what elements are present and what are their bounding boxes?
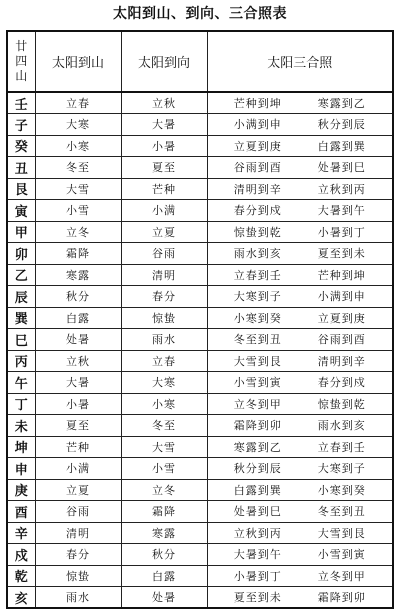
three-harmony-first: 大暑到午	[233, 548, 282, 562]
table-row	[7, 393, 393, 415]
to-facing-cell: 小暑	[121, 135, 207, 157]
three-harmony-cell	[207, 307, 393, 329]
to-facing-cell: 秋分	[121, 544, 207, 566]
to-mountain-cell: 惊蛰	[35, 565, 121, 587]
to-mountain-cell: 冬至	[35, 157, 121, 179]
table-header	[7, 31, 393, 92]
to-mountain-cell: 立夏	[35, 479, 121, 501]
three-harmony-first: 立春到壬	[233, 268, 282, 282]
to-mountain-cell: 立秋	[35, 350, 121, 372]
to-mountain-cell: 谷雨	[35, 501, 121, 523]
three-harmony-second: 雨水到亥	[317, 419, 366, 433]
three-harmony-first: 大雪到艮	[233, 354, 282, 368]
to-facing-cell: 白露	[121, 565, 207, 587]
three-harmony-cell	[207, 501, 393, 523]
three-harmony-first: 秋分到辰	[233, 462, 282, 476]
mountain-cell: 子	[7, 114, 35, 136]
mountain-cell: 乾	[7, 565, 35, 587]
to-mountain-cell: 大寒	[35, 114, 121, 136]
to-mountain-cell: 大暑	[35, 372, 121, 394]
three-harmony-cell	[207, 565, 393, 587]
to-facing-cell: 寒露	[121, 522, 207, 544]
three-harmony-cell	[207, 522, 393, 544]
table-row	[7, 436, 393, 458]
mountain-cell: 亥	[7, 587, 35, 609]
three-harmony-cell	[207, 479, 393, 501]
to-facing-cell: 谷雨	[121, 243, 207, 265]
to-mountain-cell: 芒种	[35, 436, 121, 458]
three-harmony-cell	[207, 114, 393, 136]
to-facing-cell: 夏至	[121, 157, 207, 179]
three-harmony-second: 夏至到未	[317, 247, 366, 261]
to-facing-cell: 小雪	[121, 458, 207, 480]
table-row	[7, 114, 393, 136]
to-facing-cell: 惊蛰	[121, 307, 207, 329]
three-harmony-cell	[207, 286, 393, 308]
header-to-facing: 太阳到向	[121, 31, 207, 92]
mountain-cell: 午	[7, 372, 35, 394]
three-harmony-cell	[207, 544, 393, 566]
to-mountain-cell: 立春	[35, 92, 121, 114]
header-row	[7, 31, 393, 92]
table-row	[7, 501, 393, 523]
to-mountain-cell: 清明	[35, 522, 121, 544]
to-facing-cell: 雨水	[121, 329, 207, 351]
to-facing-cell: 小寒	[121, 393, 207, 415]
table-row	[7, 200, 393, 222]
table-row	[7, 92, 393, 114]
table-row	[7, 157, 393, 179]
to-mountain-cell: 小暑	[35, 393, 121, 415]
three-harmony-cell	[207, 243, 393, 265]
three-harmony-second: 处暑到巳	[317, 161, 366, 175]
table-container	[6, 30, 392, 607]
to-facing-cell: 立夏	[121, 221, 207, 243]
to-mountain-cell: 小满	[35, 458, 121, 480]
to-mountain-cell: 小雪	[35, 200, 121, 222]
three-harmony-first: 霜降到卯	[233, 419, 282, 433]
three-harmony-cell	[207, 92, 393, 114]
to-facing-cell: 立春	[121, 350, 207, 372]
mountain-cell: 癸	[7, 135, 35, 157]
three-harmony-cell	[207, 135, 393, 157]
three-harmony-first: 小寒到癸	[233, 311, 282, 325]
mountain-cell: 庚	[7, 479, 35, 501]
mountain-cell: 巽	[7, 307, 35, 329]
three-harmony-second: 小雪到寅	[317, 548, 366, 562]
to-facing-cell: 清明	[121, 264, 207, 286]
header-to-mountain: 太阳到山	[35, 31, 121, 92]
table-row	[7, 264, 393, 286]
mountain-cell: 巳	[7, 329, 35, 351]
to-mountain-cell: 处暑	[35, 329, 121, 351]
three-harmony-first: 大寒到子	[233, 290, 282, 304]
three-harmony-first: 春分到戍	[233, 204, 282, 218]
table-body	[7, 92, 393, 608]
to-facing-cell: 小满	[121, 200, 207, 222]
three-harmony-first: 冬至到丑	[233, 333, 282, 347]
three-harmony-cell	[207, 329, 393, 351]
to-facing-cell: 立秋	[121, 92, 207, 114]
mountain-cell: 丑	[7, 157, 35, 179]
to-facing-cell: 立冬	[121, 479, 207, 501]
three-harmony-cell	[207, 178, 393, 200]
table-row	[7, 307, 393, 329]
three-harmony-second: 秋分到辰	[317, 118, 366, 132]
three-harmony-first: 夏至到未	[233, 591, 282, 604]
three-harmony-second: 立冬到甲	[317, 569, 366, 583]
to-mountain-cell: 霜降	[35, 243, 121, 265]
three-harmony-cell	[207, 393, 393, 415]
mountain-cell: 丙	[7, 350, 35, 372]
to-facing-cell: 春分	[121, 286, 207, 308]
table-row	[7, 458, 393, 480]
page-title: 太阳到山、到向、三合照表	[113, 6, 287, 22]
three-harmony-second: 小暑到丁	[317, 225, 366, 239]
three-harmony-first: 小雪到寅	[233, 376, 282, 390]
three-harmony-second: 小寒到癸	[317, 483, 366, 497]
three-harmony-first: 寒露到乙	[233, 440, 282, 454]
mountain-cell: 壬	[7, 92, 35, 114]
mountain-cell: 甲	[7, 221, 35, 243]
three-harmony-first: 清明到辛	[233, 182, 282, 196]
three-harmony-second: 立夏到庚	[317, 311, 366, 325]
three-harmony-cell	[207, 221, 393, 243]
three-harmony-cell	[207, 587, 393, 609]
three-harmony-second: 白露到巽	[317, 139, 366, 153]
three-harmony-cell	[207, 264, 393, 286]
three-harmony-second: 清明到辛	[317, 354, 366, 368]
to-mountain-cell: 秋分	[35, 286, 121, 308]
mountain-cell: 卯	[7, 243, 35, 265]
to-facing-cell: 芒种	[121, 178, 207, 200]
three-harmony-second: 冬至到丑	[317, 505, 366, 519]
three-harmony-first: 立秋到丙	[233, 526, 282, 540]
three-harmony-cell	[207, 157, 393, 179]
three-harmony-second: 惊蛰到乾	[317, 397, 366, 411]
to-facing-cell: 霜降	[121, 501, 207, 523]
three-harmony-cell	[207, 200, 393, 222]
three-harmony-first: 小满到申	[233, 118, 282, 132]
table-row	[7, 587, 393, 609]
three-harmony-first: 惊蛰到乾	[233, 225, 282, 239]
header-three-harmony: 太阳三合照	[207, 31, 393, 92]
to-mountain-cell: 小寒	[35, 135, 121, 157]
three-harmony-second: 大暑到午	[317, 204, 366, 218]
header-mountain: 廿四山	[7, 31, 35, 92]
to-mountain-cell: 寒露	[35, 264, 121, 286]
mountain-cell: 寅	[7, 200, 35, 222]
to-mountain-cell: 立冬	[35, 221, 121, 243]
three-harmony-first: 小暑到丁	[233, 569, 282, 583]
three-harmony-first: 雨水到亥	[233, 247, 282, 261]
mountain-cell: 丁	[7, 393, 35, 415]
mountain-cell: 艮	[7, 178, 35, 200]
three-harmony-first: 立夏到庚	[233, 139, 282, 153]
table-row	[7, 329, 393, 351]
to-facing-cell: 大暑	[121, 114, 207, 136]
to-mountain-cell: 春分	[35, 544, 121, 566]
three-harmony-first: 处暑到巳	[233, 505, 282, 519]
table-row	[7, 479, 393, 501]
three-harmony-first: 白露到巽	[233, 483, 282, 497]
three-harmony-first: 立冬到甲	[233, 397, 282, 411]
table-row	[7, 350, 393, 372]
to-facing-cell: 大寒	[121, 372, 207, 394]
to-mountain-cell: 白露	[35, 307, 121, 329]
three-harmony-second: 大雪到艮	[317, 526, 366, 540]
table-row	[7, 415, 393, 437]
three-harmony-second: 寒露到乙	[317, 97, 366, 110]
three-harmony-second: 立秋到丙	[317, 182, 366, 196]
table-row	[7, 522, 393, 544]
table-row	[7, 286, 393, 308]
three-harmony-second: 小满到申	[317, 290, 366, 304]
three-harmony-first: 谷雨到酉	[233, 161, 282, 175]
to-facing-cell: 处暑	[121, 587, 207, 609]
three-harmony-cell	[207, 350, 393, 372]
mountain-cell: 辛	[7, 522, 35, 544]
table-row	[7, 178, 393, 200]
three-harmony-second: 芒种到坤	[317, 268, 366, 282]
three-harmony-second: 大寒到子	[317, 462, 366, 476]
table-row	[7, 135, 393, 157]
solar-table	[6, 30, 394, 609]
mountain-cell: 乙	[7, 264, 35, 286]
to-mountain-cell: 雨水	[35, 587, 121, 609]
three-harmony-first: 芒种到坤	[233, 97, 282, 110]
three-harmony-cell	[207, 458, 393, 480]
mountain-cell: 辰	[7, 286, 35, 308]
to-mountain-cell: 大雪	[35, 178, 121, 200]
table-row	[7, 372, 393, 394]
to-facing-cell: 大雪	[121, 436, 207, 458]
mountain-cell: 酉	[7, 501, 35, 523]
three-harmony-cell	[207, 436, 393, 458]
three-harmony-second: 春分到戍	[317, 376, 366, 390]
three-harmony-cell	[207, 415, 393, 437]
table-row	[7, 565, 393, 587]
three-harmony-second: 谷雨到酉	[317, 333, 366, 347]
to-facing-cell: 冬至	[121, 415, 207, 437]
mountain-cell: 戍	[7, 544, 35, 566]
mountain-cell: 申	[7, 458, 35, 480]
to-mountain-cell: 夏至	[35, 415, 121, 437]
three-harmony-second: 立春到壬	[317, 440, 366, 454]
three-harmony-second: 霜降到卯	[317, 591, 366, 604]
table-row	[7, 243, 393, 265]
mountain-cell: 坤	[7, 436, 35, 458]
mountain-cell: 未	[7, 415, 35, 437]
table-row	[7, 221, 393, 243]
table-row	[7, 544, 393, 566]
three-harmony-cell	[207, 372, 393, 394]
